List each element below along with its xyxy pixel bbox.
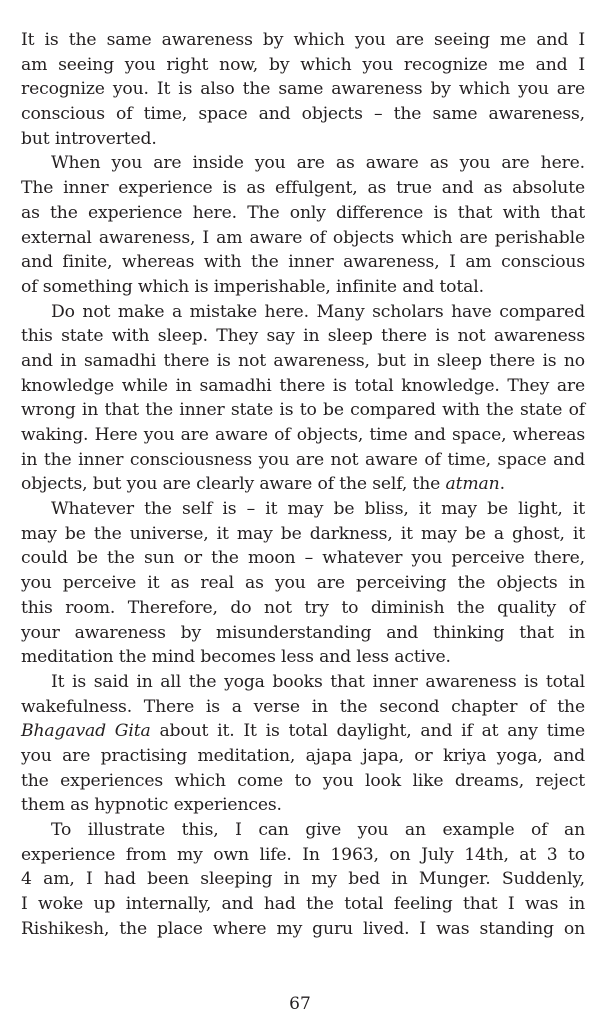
- text-line: It is said in all the yoga books that inner awareness is total: [51, 671, 585, 692]
- italic-term-atman: atman: [445, 474, 500, 495]
- text-line: may be the universe, it may be darkness, it may be a ghost, it: [21, 523, 585, 544]
- text-line: When you are inside you are as aware as you are here.: [51, 153, 585, 174]
- text-line: and finite, whereas with the inner awareness, I am conscious: [21, 252, 585, 273]
- text-line: of something which is imperishable, infinite and total.: [21, 276, 484, 297]
- text-run: .: [499, 474, 505, 495]
- paragraph-3: [21, 300, 585, 498]
- text-line: I woke up internally, and had the total feeling that I was in: [21, 894, 585, 915]
- text-line: you perceive it as real as you are perceiving the objects in: [21, 573, 585, 594]
- text-line: and in samadhi there is not awareness, but in sleep there is no: [21, 350, 585, 371]
- text-line: could be the sun or the moon – whatever you perceive there,: [21, 548, 585, 569]
- text-line: waking. Here you are aware of objects, time and space, whereas: [21, 425, 585, 445]
- text-run: objects, but you are clearly aware of the self, the: [21, 474, 441, 495]
- text-line: meditation the mind becomes less and less active.: [21, 647, 451, 668]
- paragraph-6: [21, 818, 585, 941]
- text-line: external awareness, I am aware of objects which are perishable: [21, 227, 585, 248]
- text-line: you are practising meditation, ajapa japa, or kriya yoga, and: [21, 745, 585, 766]
- page-body: [21, 28, 585, 941]
- text-line: knowledge while in samadhi there is total knowledge. They are: [21, 375, 585, 396]
- paragraph-1: [21, 28, 585, 151]
- paragraph-5: [21, 670, 585, 818]
- text-line: It is the same awareness by which you are seeing me and I: [21, 30, 585, 50]
- text-line: Whatever the self is – it may be bliss, it may be light, it: [51, 499, 585, 520]
- text-line: The inner experience is as effulgent, as true and as absolute: [21, 178, 585, 199]
- text-line: Do not make a mistake here. Many scholars have compared: [51, 301, 585, 322]
- text-run: about it. It is total daylight, and if at any time: [150, 721, 585, 742]
- text-line: am seeing you right now, by which you recognize me and I: [21, 54, 585, 75]
- paragraph-4: [21, 497, 585, 670]
- paragraph-2: [21, 151, 585, 299]
- text-line: conscious of time, space and objects – the same awareness,: [21, 104, 585, 125]
- text-line: Rishikesh, the place where my guru lived. I was standing on: [21, 918, 585, 939]
- text-line: your awareness by misunderstanding and thinking that in: [21, 622, 585, 643]
- text-line: them as hypnotic experiences.: [21, 795, 282, 816]
- text-line: this room. Therefore, do not try to diminish the quality of: [21, 597, 585, 618]
- page-number: 67: [289, 994, 311, 1014]
- text-line: wakefulness. There is a verse in the second chapter of the: [21, 696, 585, 717]
- text-line: wrong in that the inner state is to be compared with the state of: [21, 400, 585, 421]
- text-line: 4 am, I had been sleeping in my bed in Munger. Suddenly,: [21, 869, 585, 890]
- text-line: experience from my own life. In 1963, on July 14th, at 3 to: [21, 844, 585, 865]
- text-line: the experiences which come to you look like dreams, reject: [21, 770, 585, 791]
- text-line: To illustrate this, I can give you an example of an: [51, 820, 585, 840]
- text-line: in the inner consciousness you are not aware of time, space and: [21, 449, 585, 470]
- text-line: [21, 472, 585, 497]
- italic-title-bhagavad-gita: Bhagavad Gita: [21, 721, 151, 742]
- text-line: this state with sleep. They say in sleep there is not awareness: [21, 326, 585, 347]
- text-line: [21, 719, 585, 744]
- text-line: as the experience here. The only difference is that with that: [21, 202, 585, 223]
- text-line: but introverted.: [21, 128, 157, 149]
- text-line: recognize you. It is also the same awareness by which you are: [21, 79, 585, 100]
